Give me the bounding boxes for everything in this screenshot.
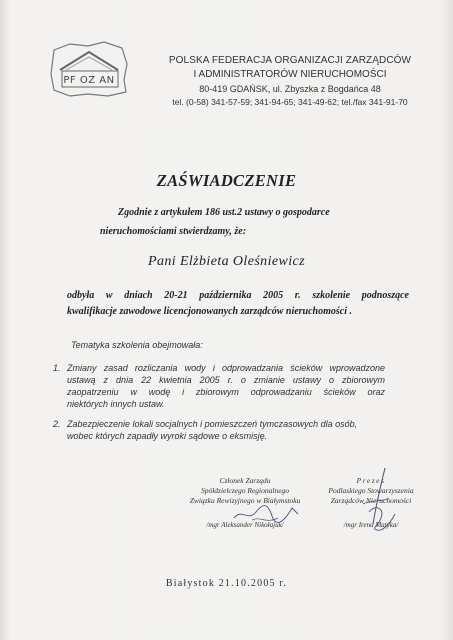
topic-text-line: Zabezpieczenie lokali socjalnych i pomieszczeń tymczasowych dla osób, <box>67 419 358 429</box>
signatory-name: /mgr Irena Matyka/ <box>343 521 399 529</box>
organization-header <box>140 54 440 108</box>
topic-item <box>53 418 393 444</box>
logo-text: PF OZ AN <box>63 75 115 86</box>
signatory-name: /mgr Aleksander Nikołajuk/ <box>206 521 284 529</box>
signatory-role-line1: Członek Zarządu <box>219 476 271 485</box>
body-line2: kwalifikacje zawodowe licencjonowanych zarządców nieruchomości . <box>67 306 353 317</box>
place-and-date: Białystok 21.10.2005 r. <box>165 578 288 589</box>
topic-number: 2. <box>53 419 61 429</box>
signatory-role-line1: Prezes <box>356 476 386 485</box>
org-name-line1: POLSKA FEDERACJA ORGANIZACJI ZARZĄDCÓW <box>168 55 412 66</box>
org-address: 80-419 GDAŃSK, ul. Zbyszka z Bogdańca 48 <box>199 84 381 94</box>
signatory-role-line3: Zarządców Nieruchomości <box>330 496 412 505</box>
document-title: ZAŚWIADCZENIE <box>156 171 297 190</box>
signatory-role-line2: Spółdzielczego Regionalnego <box>200 486 290 495</box>
signatory-role-line2: Podlaskiego Stowarzyszenia <box>328 486 414 495</box>
body-line1: odbyła w dniach 20-21 października 2005 r. szkolenie podnoszące <box>67 290 409 301</box>
intro-line1: Zgodnie z artykułem 186 ust.2 ustawy o gospodarce <box>118 207 330 218</box>
topic-text-line: Zmiany zasad rozliczania wody i odprowadzania ścieków wprowadzone <box>67 363 385 373</box>
intro-line2: nieruchomościami stwierdzamy, że: <box>100 226 247 237</box>
signatory-role-line3: Związku Rewizyjnego w Białymstoku <box>189 496 301 505</box>
handwritten-signature-left <box>232 500 302 526</box>
org-phones: tel. (0-58) 341-57-59; 341-94-65; 341-49-62; tel./fax 341-91-70 <box>172 97 408 107</box>
topics-heading: Tematyka szkolenia obejmowała: <box>71 340 203 350</box>
topic-text-line: wobec których zapadły wyroki sądowe o eksmisję. <box>67 431 268 441</box>
topic-number: 1. <box>53 363 61 373</box>
topic-text-line: niektórych innych ustaw. <box>67 399 165 409</box>
topic-text-line: ustawą z dnia 22 kwietnia 2005 r. o zmianie ustawy o zbiorowym <box>67 375 385 385</box>
person-name: Pani Elżbieta Oleśniewicz <box>148 254 305 269</box>
handwritten-signature-right <box>355 464 405 534</box>
pfozan-logo <box>48 40 130 98</box>
topic-text-line: zaopatrzeniu w wodę i zbiorowym odprowadzaniu ścieków oraz <box>67 387 385 397</box>
topic-item <box>53 362 393 412</box>
org-name-line2: I ADMINISTRATORÓW NIERUCHOMOŚCI <box>193 69 387 80</box>
